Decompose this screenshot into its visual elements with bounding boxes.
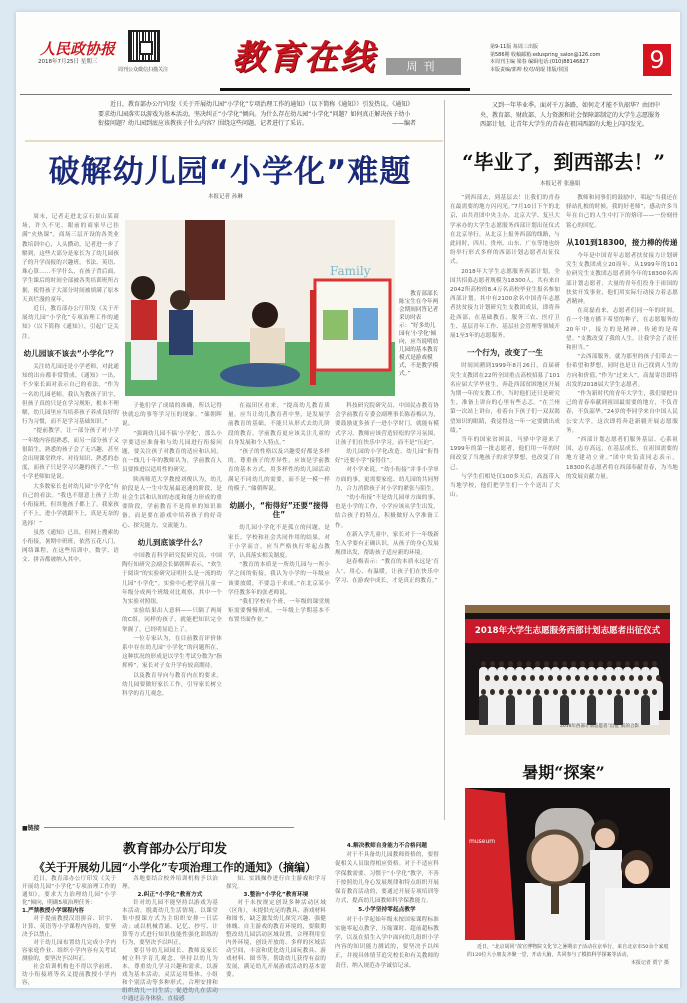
masthead-info xyxy=(490,44,600,74)
paragraph: 在高磊看来，志愿者们同一年的时间，在一个地方播下希望的种子，在志愿服务的20年中，接力的是精神，传递的是希望。“支教改变了我的人生，让我学会了责任和担当。” xyxy=(566,308,678,352)
right-column-a xyxy=(450,194,560,592)
intro-divider xyxy=(25,140,443,142)
info-line: 第9-11版 每周三出版 xyxy=(490,44,538,50)
subheading: 一个行为，改变了一生 xyxy=(467,348,543,358)
paragraph: “作为新时代的青年大学生，我们要把自己的青春奉献到祖国最需要的地方，不负青春，不负韶华。”24岁的李同学来自中国人民公安大学，这次即将奔赴新疆开展志愿服务。 xyxy=(566,391,678,434)
info-line: 第586期 收稿邮箱:eduspring_salon@126.com xyxy=(490,51,601,58)
main-headline: 破解幼儿园“小学化”难题 xyxy=(48,154,412,190)
link-column-4 xyxy=(335,842,439,983)
paragraph: 周末，记者走进北京石景山某商场，许久不见，眼前的商家早已挂满“火热课”，商场三层开设的各类业教培训中心，人头攒动，记者进一步了解到，这些大部分是家长为了幼儿园孩子的升学而报的兴趣班，书法、英语、珠心算……不学什么，在孩子背后面，学生课后的时间全部被各类培训班所占据，使得孩子大部分时间被填满了原本天真烂漫的童年。 xyxy=(22,214,119,303)
paragraph: 赵春梅表示：“教育的本质永远是‘育人’，用心、有温暖，让孩子们在快乐中学习、在游戏中成长，才是真正的教育。” xyxy=(335,559,439,584)
museum-activity-photo xyxy=(465,788,670,940)
paragraph: 对于提前教授汉语拼音、识字、计算、英语等小学课程内容的，要坚决予以禁止。 xyxy=(22,916,116,938)
paragraph: 2018年大学生志愿服务西部计划，全国共招募志愿者规模为18300人，共有来自2042所高校的8.4万名高校毕业生报名参加西部计划。其中有2100余名中国青年志愿者扶贫接力计划研究生支教团成员，即将奔赴西部，在基础教育、服务三农、医疗卫生、基层青年工作、基层社会管理等领域开展1至3年的志愿服务。 xyxy=(450,268,560,340)
paragraph: 子他们学了成绩的准确，所以记得快就忘的事等学习压的现象。“储朝晖说。 xyxy=(122,403,222,428)
summer-headline: 暑期“探案” xyxy=(522,763,605,782)
paragraph: 与学生们相处仅100多天后，高磊带入当地学校，他们把学生们一个个送出了大山。 xyxy=(450,473,560,499)
left-intro-block xyxy=(98,100,416,129)
group-photo-caption: 2018年西部计划志愿者“出征”前的合影 xyxy=(560,724,640,729)
right-byline: 本报记者 张惠娟 xyxy=(540,181,581,187)
person-figure xyxy=(641,695,650,725)
main-column-3 xyxy=(228,402,330,778)
right-headline: “毕业了，到西部去！” xyxy=(461,150,665,174)
volunteer-group-photo xyxy=(465,605,670,735)
person-figure xyxy=(479,695,488,725)
paragraph: 各地要结合校外培训机构予以治理。 xyxy=(122,876,218,890)
subheading: 4.解决教师自身能力不合格问题 xyxy=(346,843,428,849)
paragraph: 一位专家认为，在目前教育评价体系中存在幼儿园“小学化”的问题所在，这种状况的形成是以学生考试分数为“指挥棒”，家长对子女升学有较高期待。 xyxy=(122,635,222,670)
masthead-divider xyxy=(20,94,672,95)
person-figure xyxy=(488,695,497,725)
paragraph: 幼儿园的小学化改造，幼儿园“衔得好”还要小学“接得住”。 xyxy=(335,449,439,465)
person-figure xyxy=(533,695,542,725)
kindergarten-illustration xyxy=(125,220,395,396)
paragraph: 教师和同事们的鼓励中，唱起“当我还在驿站扎根的时候，我的好老师”，感动许多当年在自己的人生中打下的烙印——一份刻骨铭心的回忆。 xyxy=(566,195,678,229)
person-figure xyxy=(542,695,551,725)
paragraph: “幼小衔接”不是幼儿园单方面的事，也是小学的工作，小学应该从学生出发，结合孩子的特点，积极做好入学准备工作。 xyxy=(335,495,439,529)
paragraph: “提前教学，让一部分孩子对小学一年级内容很熟悉，而另一部分孩子又很陌生，熟悉的孩子会了无兴趣，甚至会出现课堂秩序、对待知识、熟悉的态度，而孩子只是学习兴趣的孩子。”一位小学老师如是说。 xyxy=(22,428,119,481)
paragraph: 社会培训机构也不得以学前班、幼小衔接班等名义提前教授小学内容， xyxy=(22,964,116,986)
paragraph: 在福田区看来，“提高幼儿教育质量，应当让幼儿教育者中坚，是发展学前教育的基础，不能只从形式去幼儿阶段的教育，学前教育更应该关注儿童的自身发展和个人特点。” xyxy=(228,403,330,446)
person-figure xyxy=(506,695,515,725)
link-title-line1: 教育部办公厅印发 xyxy=(122,842,227,857)
newspaper-logo: 人民政协报 xyxy=(40,40,116,58)
summer-caption-block xyxy=(467,943,669,967)
main-column-1 xyxy=(22,213,119,778)
subheading: 幼儿园该不该去“小学化”？ xyxy=(23,348,118,358)
person-figure xyxy=(605,695,614,725)
paragraph: 知、实践操作进行自主游戏和学习探究。 xyxy=(226,876,326,890)
paragraph: 今年是中国青年志愿者扶贫接力计划研究生支教团成立20周年。从1999年的101位研究生支教团志愿者到今年的18300名西部计划志愿者，大量的青年们投身于祖国的扶贫开发事业，他们用实际行动接力着志愿者精神。 xyxy=(566,253,678,306)
paragraph: “到西部去，到基层去！让我们的青春在最需要的地方闪闪光。”7月10日下午的北京，由共青团中央主办，北京大学、复旦大学承办的大学生志愿服务西部计划出征仪式在北京举行，从北京上报务西部的线路，与此同时，四川、贵州、山东、广东等地也纷纷举行形式多样的西部计划志愿者出征仪式。 xyxy=(450,195,560,266)
link-rule xyxy=(44,827,294,828)
paragraph: 近日，教育部办公厅印发《关于开展幼儿园“小学化”专项治理工作的通知》，要求大力治理幼儿园“小学化”倾向，明确5项治理任务： xyxy=(22,876,116,906)
person-figure xyxy=(524,695,533,725)
subheading: 2.纠正“小学化”教育方式 xyxy=(137,892,203,898)
paragraph: 对于小学起始年级未按国家课程标准实施零起点教学，压缩课时、超前超标教学，以及在招生入学中面向幼儿组织小学内容的知识能力测试的，要坚决予以纠正，并视具体情节追究校长和有关教师的责任，纳入规范办学诚信记录。 xyxy=(335,916,439,969)
subheading: 1.严禁教授小学课程内容 xyxy=(22,908,84,914)
left-intro: 近日，教育部办公厅印发《关于开展幼儿园“小学化”专项治理工作的通知》（以下简称《通知》）引发热议。《通知》要求幼儿园落实以游戏为基本活动，坚决纠正“小学化”倾向。为什么存在幼儿园“小学化”问题？如何真正解决孩子幼小衔接问题？幼儿园到底应该教孩子什么内容？围绕这些问题，记者进行了采访。 xyxy=(98,101,414,127)
person-figure xyxy=(569,695,578,725)
paragraph: 中国教育科学研究院研究员、中国陶行知研究会副会长储朝晖表示，“欢生于阅读”的实验研究证明什么是一流的幼儿园“小学化”。实验中心把学前儿童一年级分成两个班级对比观察，其中一个为实验对照组。 xyxy=(122,553,222,606)
paragraph: 大多数家长也对幼儿园“小学化”有自己的看法。“我也不愿意上孩子上幼小衔接班，但其他孩子都上了，我家孩子不上，进小学就跟不上，真是无奈的选择！” xyxy=(22,483,119,527)
subheading: 幼儿到底该学什么？ xyxy=(137,537,207,547)
paragraph: 对于幼儿园布置幼儿完成小学内容家庭作业、组织小学内容有关考试测验的，要坚决予以纠正。 xyxy=(22,940,116,962)
kindergarten-photo xyxy=(125,220,395,396)
paragraph: 虽然《通知》已出，但网上搜索幼小衔接，暑期中班班，依然五花八门，网络课程，在这些培训中，数学、语文、拼音都被纳入其中。 xyxy=(22,529,119,564)
paragraph: 近日，教育部办公厅印发《关于开展幼儿园“小学化”专项治理工作的通知》（以下简称《通知》），引起广泛关注。 xyxy=(22,306,119,340)
paragraph: 时间回溯到1999年8月26日，首届研究生支教团在22所全国重点高校招募了101名应届大学毕业生，奔赴西部贫困地区开展为期一年的支教工作，当时他们还只是研究生，准备上讲台的心里有些忐忑。“在兰州第一次站上讲台，看着台下孩子们一双双渴望知识的眼睛，我觉得这一年一定要做出成绩。” xyxy=(450,363,560,434)
paragraph: “教育的本质是一所幼儿园与一所小学之间的衔接，我认为小学的一年级应该要放缓，不要急于求成。”在北京某小学任教多年的张老师说。 xyxy=(228,562,330,596)
paragraph: 陕西师范大学教授刘俊认为，幼儿阶段是人一生中发展最迅速的阶段，是社会生活和认知的态度和能力形成的重要阶段，学前教育不是简单的知识准备，而是要在游戏中培养孩子的好奇心、探究能力、交流能力。 xyxy=(122,476,222,529)
person-figure xyxy=(623,695,632,725)
main-byline: 本报记者 孙琳 xyxy=(208,194,243,200)
link-title xyxy=(20,838,330,875)
person-figure xyxy=(497,695,506,725)
section-title: 教育在线 xyxy=(232,38,376,78)
right-column-b xyxy=(566,194,678,592)
subheading: 3.整治“小学化”教育环境 xyxy=(243,892,309,898)
link-section-label xyxy=(22,823,272,832)
page-number: 9 xyxy=(643,44,671,76)
paragraph: 以及教育导向与教育内在的要求，幼儿园要做好家长工作，引导家长树立科学的育儿观念。 xyxy=(122,672,222,698)
paragraph: “我们学校有个班，一年级的课堂规矩需要慢慢形成，一年级上学期基本不布置书面作业。” xyxy=(228,599,330,624)
qr-code-icon[interactable] xyxy=(128,30,160,62)
person-figure xyxy=(596,695,605,725)
main-column-4 xyxy=(335,402,439,778)
person-figure xyxy=(560,695,569,725)
paragraph: 针对幼儿园不能坚持以游戏为基本活动，脱离幼儿生活情境，以课堂集中授课方式为主组织安排一日活动；或以机械背诵、记忆、抄写、计算等方式进行知识技能性强化训练的行为，要坚决予以纠正。 xyxy=(122,900,218,946)
paragraph: “去西部服务，就为那里的孩子们带去一份希望和梦想，同时也是让自己找到人生的方向和价值。”作为“过来人”，高磊寄语即将出发的2018届大学生志愿者。 xyxy=(566,354,678,388)
weekly-badge: 周刊 xyxy=(386,58,461,75)
summer-photo-caption: 近日，“北京胡同”故宫博物院文化节之暑期亲子活动在京举行，来自北京市50余个家庭的120位大小朋友齐聚一堂，开动大脑，共同参与了模拟科学探案等活动。 xyxy=(467,944,669,958)
paragraph: “强调幼儿园不搞‘小学化’，那么小学要适应准备和与幼儿园进行衔接问题，要关注孩子对教育的适应和认同，在一线几十年的教师认为，学前教育人员要推进以适用性的研究。 xyxy=(122,430,222,474)
info-line: 本周刊主编 梁春 编辑电话:(010)88146827 xyxy=(490,59,589,65)
paragraph: 幼儿园小学化不是孤立的问题，是家长、学校和社会共同作用的结果。对于小学而言，应当严格执行零起点教学，认真落实相关制度。 xyxy=(228,525,330,560)
paragraph: 对于未按规定创设多种活动区域（区角），未提供充足的教具、游戏材料和图书，缺乏激发幼儿探究兴趣、强健体魄、自主游戏的教育环境的，要限期整改幼儿园活动区域设置，合理利用室内外环境，创设开放的、多样的区域活动空间，丰富和优化幼儿园玩教具、游戏材料、图书等，帮助幼儿获得有益的发展，满足幼儿开展游戏活动的基本需要。 xyxy=(226,900,326,978)
paragraph: 对于不具备幼儿园教师资格的，要督促相关人员取得相应资格。对于不适应科学保教需要、习惯于“小学化”教学，不善于按照幼儿身心发展规律和特点组织开展保育教育活动的，要通过开展专项培训等方式，提高幼儿园教师科学保教能力。 xyxy=(335,852,439,905)
paragraph: 科技研究院研究员、中国民办教育协会学前教育专委会副理事长陈春梅认为，要鼓励更多孩子一进小学时门，就能有模式学习。教师应该营造轻松的学习氛围，让孩子们在快乐中学习，而不是“压迫”。 xyxy=(335,403,439,446)
main-column-2 xyxy=(122,402,222,778)
right-intro: 又到一年毕业季。面对千万条路，如何走才能不负韶华？由团中央、教育部、财政部、人力资源和社会保障部制定的大学生志愿服务西部计划，让青年大学生的青春在祖国西部的大地上闪闪发光。 xyxy=(480,102,661,128)
person-figure xyxy=(632,695,641,725)
person-figure xyxy=(614,695,623,725)
museum-sign: museum xyxy=(469,838,496,845)
issue-date: 2018年7月25日 星期三 xyxy=(38,59,98,65)
person-figure xyxy=(515,695,524,725)
link-column-1 xyxy=(22,875,116,985)
paragraph: 对小学来说，“幼小衔接”并非小学单方面的事，更需要家庭、幼儿园的共同努力，合力消除孩子对小学的紧张与陌生。 xyxy=(335,467,439,492)
qr-caption: 周刊公众微信扫描关注 xyxy=(118,67,169,73)
paragraph: 当年的国家贫困县，马驿中学迎来了1999年的第一批志愿者，他们用一年的时间改变了当地孩子的求学梦想，也改变了自己。 xyxy=(450,437,560,471)
svg-text:Family: Family xyxy=(330,264,371,278)
link-title-line2: 《关于开展幼儿园“小学化”专项治理工作的通知》（摘编） xyxy=(33,861,317,874)
museum-illustration xyxy=(465,788,670,940)
paragraph: 实验结果出人意料——只隔了两周的C组，同样的孩子，就能把知识完全掌握了，已经明显追上了。 xyxy=(122,608,222,633)
banner: 2018年大学生志愿服务西部计划志愿者出征仪式 xyxy=(465,619,670,643)
link-label: ■链接 xyxy=(22,825,40,832)
photo-credit: 本报记者 贾宁 摄 xyxy=(630,960,669,966)
link-column-2 xyxy=(122,875,218,1002)
subheading: 幼剧小，“衔得好”还要“接得住” xyxy=(229,501,329,520)
title-underline xyxy=(220,88,470,91)
subheading: 5.小学坚持零起点教学 xyxy=(358,907,416,914)
person-figure xyxy=(650,695,659,725)
paragraph: 关注幼儿园还是小学老师，对此通知的出台都非常赞成。《通知》一出，不少家长面对表示自己的看法。“作为一名幼儿园老师，我认为教孩子识字，但孩子真的只是在学习规矩，根本不理解，幼儿园里应当培养孩子养成良好的行为习惯，而不是学习基础知识。” xyxy=(22,364,119,426)
column-divider xyxy=(444,100,445,820)
stage-top xyxy=(465,605,670,613)
person-figure xyxy=(578,695,587,725)
info-line: 本版责编/郭帅 校对/胡琨 排版/侯国 xyxy=(490,66,569,73)
person-figure xyxy=(551,695,560,725)
link-column-3 xyxy=(226,875,326,983)
intro-sign: ——编者 xyxy=(391,120,416,127)
subheading: 从101到18300，接力棒的传递 xyxy=(566,237,678,247)
paragraph: 要引导幼儿园园长、教师及家长树立科学育儿观念，坚持以幼儿为本，尊重幼儿学习兴趣和需求，以游戏为基本活动，灵活运用集体、小组和个别活动等多种形式，合理安排和组织幼儿一日生活，促进幼儿在活动中通过亲身体验、直接感 xyxy=(122,948,218,1002)
paragraph: “孩子的性格以及兴趣爱好都是多样的。尊重孩子的差异性，应该是学前教育的基本方式，用多样性的幼儿园活动满足不同幼儿的需要，而不是一模一样的模子。”储朝晖说。 xyxy=(228,449,330,492)
paragraph: 在新入学儿童中，家长对于一年级新生入学要有正确认识，从孩子的身心发展规律出发，帮助孩子适应新的环境。 xyxy=(335,531,439,557)
kindergarten-photo-caption: 教育部部长陈宝生在今年两会期间回答记者采访时表示：“好多幼儿园有‘小学化’倾向，应当说明幼儿园的基本教育模式是游戏模式，不是教学模式。” xyxy=(399,291,439,377)
person-figure xyxy=(587,695,596,725)
paragraph: “西部计划志愿者们服务基层、心系祖国，志存高远，在基层成长，在祖国需要的地方建功立业。”团中央负责同志表示，18300名志愿者将在西部奉献青春，为当地的发展贡献力量。 xyxy=(566,437,678,480)
